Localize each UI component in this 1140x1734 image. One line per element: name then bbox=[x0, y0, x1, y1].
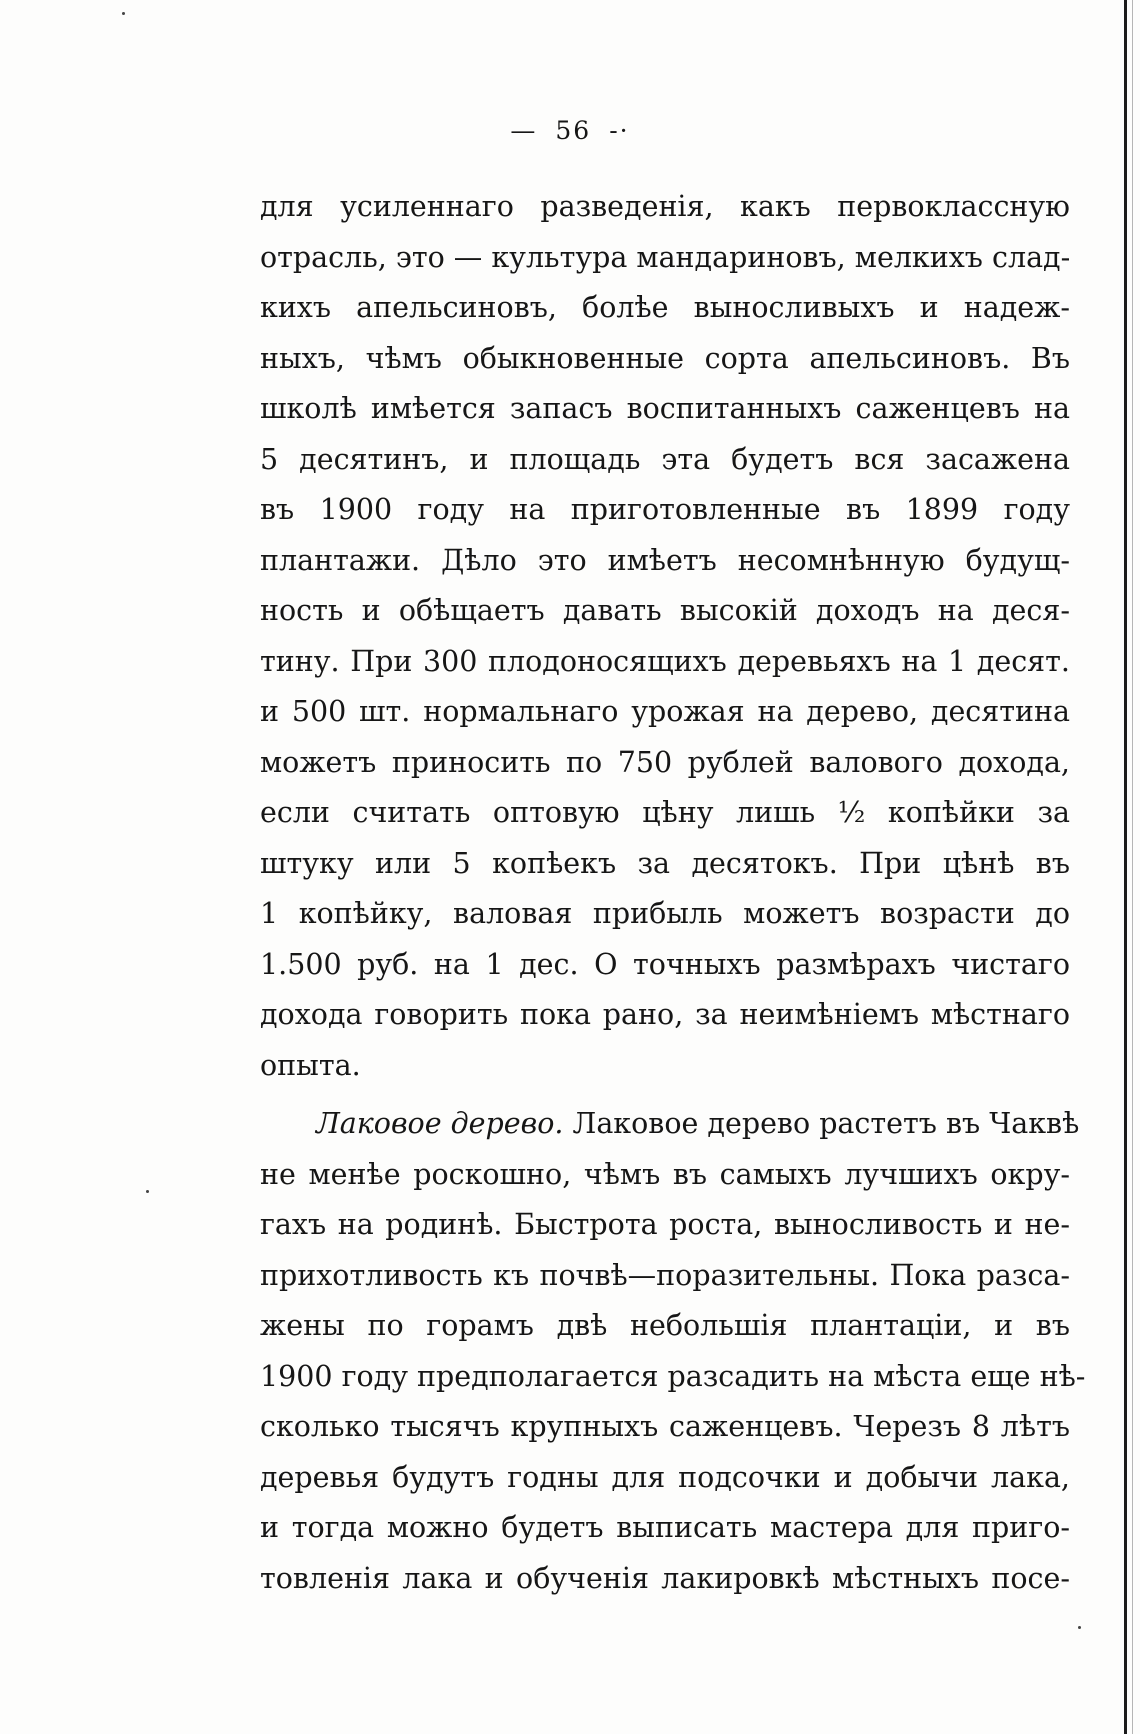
paragraph-1 bbox=[260, 182, 1070, 1091]
scan-speck bbox=[122, 12, 125, 15]
text-line: для усиленнаго разведенія, какъ первоклассную bbox=[260, 190, 1070, 223]
text-line: школѣ имѣется запасъ воспитанныхъ саженцевъ на bbox=[260, 392, 1070, 425]
text-line: ность и обѣщаетъ давать высокій доходъ на деся- bbox=[260, 594, 1070, 627]
text-line: штуку или 5 копѣекъ за десятокъ. При цѣнѣ въ bbox=[260, 846, 1070, 880]
text-line: 5 десятинъ, и площадь эта будетъ вся засажена bbox=[260, 442, 1070, 476]
page-number-value: 56 bbox=[555, 116, 592, 145]
text-line: 1 копѣйку, валовая прибыль можетъ возрасти до bbox=[260, 897, 1070, 930]
text-line: тину. При 300 плодоносящихъ деревьяхъ на 1 десят. bbox=[260, 644, 1070, 678]
text-line: плантажи. Дѣло это имѣетъ несомнѣнную будущ- bbox=[260, 543, 1070, 577]
text-line: 1.500 руб. на 1 дес. О точныхъ размѣрахъ чистаго bbox=[260, 947, 1070, 981]
page-number-dash-right: -· bbox=[609, 116, 630, 145]
text-line: и 500 шт. нормальнаго урожая на дерево, десятина bbox=[260, 695, 1070, 728]
paragraph-gap bbox=[260, 1091, 1070, 1099]
text-line: сколько тысячъ крупныхъ саженцевъ. Черезъ 8 лѣтъ bbox=[260, 1410, 1070, 1443]
text-line: отрасль, это — культура мандариновъ, мелкихъ слад- bbox=[260, 240, 1071, 274]
text-line: товленія лака и обученія лакировкѣ мѣстныхъ посе- bbox=[260, 1561, 1070, 1595]
text-line: деревья будутъ годны для подсочки и добычи лака, bbox=[260, 1460, 1070, 1494]
text-line: прихотливость къ почвѣ—поразительны. Пока разса- bbox=[260, 1258, 1070, 1292]
section-heading: Лаковое дерево. bbox=[316, 1107, 564, 1140]
scan-speck bbox=[146, 1190, 149, 1193]
body-text bbox=[260, 182, 1086, 1604]
page-edge-line bbox=[1132, 0, 1133, 1734]
page-edge-shadow bbox=[1124, 0, 1127, 1734]
text-line: гахъ на родинѣ. Быстрота роста, выносливость и не- bbox=[260, 1208, 1070, 1241]
text-line: кихъ апельсиновъ, болѣе выносливыхъ и надеж- bbox=[260, 291, 1070, 324]
text-line: 1900 году предполагается разсадить на мѣста еще нѣ- bbox=[260, 1359, 1086, 1393]
text-line: и тогда можно будетъ выписать мастера для приго- bbox=[260, 1511, 1070, 1544]
page-number bbox=[0, 116, 1140, 145]
text-line: опыта. bbox=[260, 1048, 361, 1082]
text-line: можетъ приносить по 750 рублей валового дохода, bbox=[260, 745, 1070, 779]
page-number-dash-left: — bbox=[510, 116, 538, 145]
text-line-rest: Лаковое дерево растетъ въ Чаквѣ bbox=[572, 1107, 1080, 1140]
text-line: въ 1900 году на приготовленные въ 1899 году bbox=[260, 493, 1070, 526]
text-line: ныхъ, чѣмъ обыкновенные сорта апельсиновъ. Въ bbox=[260, 341, 1070, 375]
text-line: если считать оптовую цѣну лишь ½ копѣйки за bbox=[260, 796, 1070, 829]
text-line-with-heading bbox=[260, 1099, 1080, 1150]
text-line: не менѣе роскошно, чѣмъ въ самыхъ лучшихъ окру- bbox=[260, 1157, 1070, 1191]
text-line: жены по горамъ двѣ небольшія плантаціи, и въ bbox=[260, 1309, 1070, 1342]
text-line: дохода говорить пока рано, за неимѣніемъ мѣстнаго bbox=[260, 998, 1070, 1031]
paragraph-2 bbox=[260, 1099, 1086, 1604]
scan-speck bbox=[1078, 1626, 1081, 1629]
